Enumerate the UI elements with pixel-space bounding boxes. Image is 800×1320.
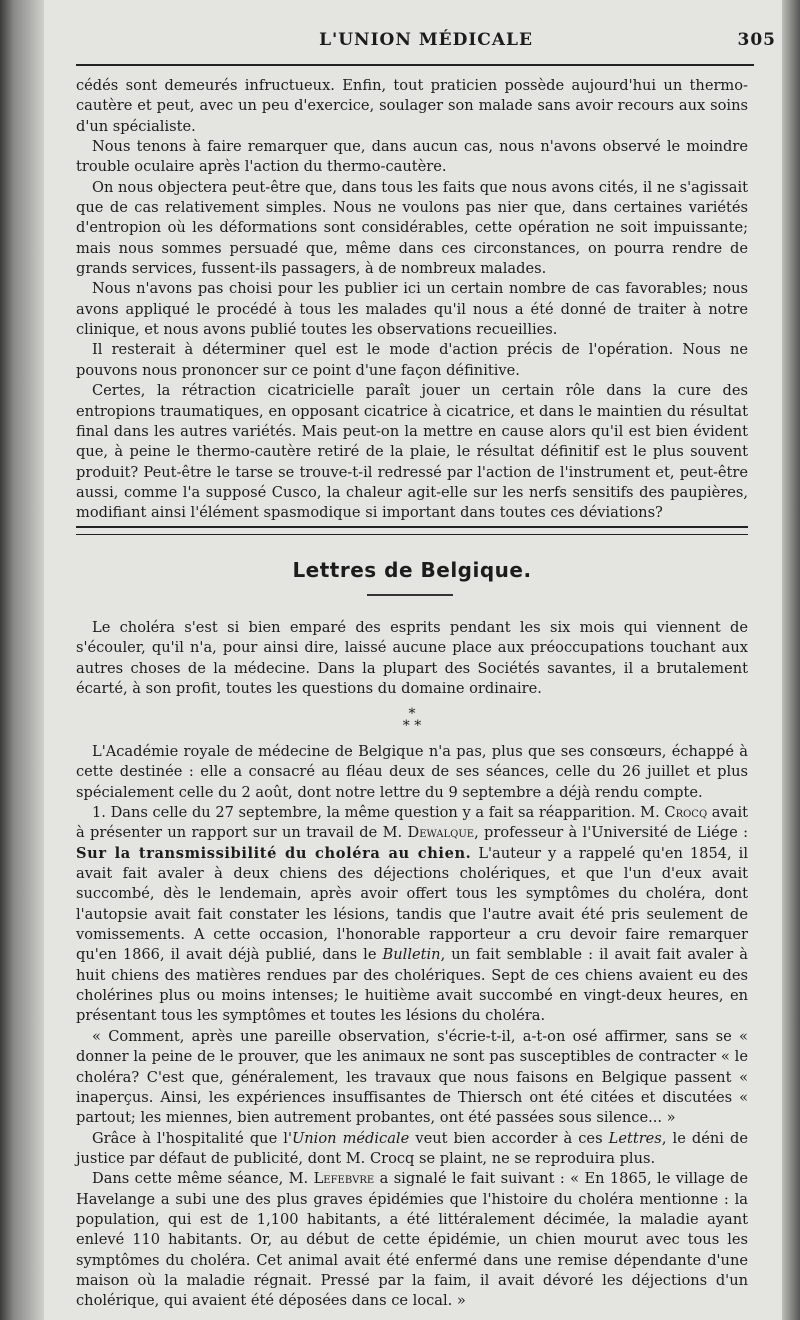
page-number: 305 [737,30,776,50]
paragraph [76,1129,748,1170]
title-underline [367,594,453,596]
text-run: 1. Dans celle du 27 septembre, la même question y a fait sa réapparition. M. [92,804,665,822]
text-run: L'auteur y a rappelé qu'en 1854, il avait fait avaler à deux chiens des déjections cholériques, et que l'un d'eux avait succombé, dès le lendemain, après avoir offert tous les symptômes du choléra, dont l'autopsie avait fait constater les lésions, tandis que l'autre avait été pris seulement de vomissements. A cette occasion, l'honorable rapporteur a cru devoir faire remarquer qu'en 1866, il avait déjà publié, dans le [76,844,748,964]
paragraph: cédés sont demeurés infructueux. Enfin, tout praticien possède aujourd'hui un thermo-cautère et peut, avec un peu d'exercice, soulager son malade sans avoir recours aux soins d'un spécialiste. [76,77,748,135]
section-title: Lettres de Belgique. [292,558,532,582]
quote-paragraph: « Comment, après une pareille observation, s'écrie-t-il, a-t-on osé affirmer, sans se « donner la peine de le prouver, que les animaux ne sont pas susceptibles de contracter « le choléra? C'est que, généralement, les travaux que nous faisons en Belgique passent « inaperçus. Ainsi, les expériences insuffisantes de Thiersch ont été citées et discutées « partout; les miennes, bien autrement probantes, ont été passées sous silence... » [76,1027,748,1127]
paragraph: Nous tenons à faire remarquer que, dans aucun cas, nous n'avons observé le moindre trouble oculaire après l'action du thermo-cautère. [76,138,748,176]
text-run: a signalé le fait suivant : « En 1865, le village de Havelange a subi une des plus graves épidémies que l'histoire du choléra mentionne : la population, qui est de 1,100 habitants, a été littéralement décimée, la maladie ayant enlevé 110 habitants. Or, au début de cette épidémie, un chien mourut avec tous les symptômes du choléra. Cet animal avait été enfermé dans une remise dépendante d'une maison où la maladie régnait. Pressé par la faim, il avait dévoré les déjections d'un cholérique, qui avaient été déposées dans ce local. » [76,1170,749,1310]
lettres-ref: Lettres [608,1129,662,1147]
asterism-bottom: * * [402,718,422,734]
paragraph: Certes, la rétraction cicatricielle paraît jouer un certain rôle dans la cure des entropions traumatiques, en opposant cicatrice à cicatrice, et dans le maintien du résultat final dans les autres variétés. Mais peut-on la mettre en cause alors qu'il est bien évident que, à peine le thermo-cautère retiré de la plaie, le résultat définitif est le plus souvent produit? Peut-être le tarse se trouve-t-il redressé par l'action de l'instrument et, peut-être aussi, comme l'a supposé Cusco, la chaleur agit-elle sur les nerfs sensitifs des paupières, modifiant ainsi l'élément spasmodique si important dans toutes ces déviations? [76,382,748,522]
author-crocq: Crocq [664,804,708,822]
paragraph-transmissibility [76,803,748,1027]
page-edge-shadow [782,0,800,1320]
paragraph: On nous objectera peut-être que, dans tous les faits que nous avons cités, il ne s'agissait que de cas relativement simples. Nous ne voulons pas nier que, dans certaines variétés d'entropion où les déformations sont considérables, cette opération ne soit impuissante; mais nous sommes persuadé que, même dans ces circonstances, on pourra rendre de grands services, fussent-ils passagers, à de nombreux malades. [76,178,748,278]
header-rule [76,64,754,66]
bulletin-ref: Bulletin [382,946,441,964]
journal-ref: Union médicale [291,1129,410,1147]
previous-article-conclusion [76,76,748,524]
intro-paragraph: Le choléra s'est si bien emparé des esprits pendant les six mois qui viennent de s'écouler, qu'il n'a, pour ainsi dire, laissé aucune place aux préoccupations touchant aux autres choses de la médecine. Dans la plupart des Sociétés savantes, il a brutalement écarté, à son profit, toutes les questions du domaine ordinaire. [76,619,748,698]
author-lefebvre: Lefebvre [313,1170,375,1188]
text-run: Dans cette même séance, M. [92,1170,314,1188]
running-head [76,30,776,56]
paragraph: L'Académie royale de médecine de Belgique n'a pas, plus que ses consœurs, échappé à cette destinée : elle a consacré au fléau deux de ses séances, celle du 26 juillet et plus spécialement celle du 2 août, dont notre lettre du 9 septembre a déjà rendu compte. [76,743,748,801]
text-run: Grâce à l'hospitalité que l' [92,1129,292,1147]
paragraph: Nous n'avons pas choisi pour les publier ici un certain nombre de cas favorables; nous avons appliqué le procédé à tous les malades qu'il nous a été donné de traiter à notre clinique, et nous avons publié toutes les observations recueillies. [76,280,748,339]
page-binding-shadow [0,0,44,1320]
section-body [76,742,748,1312]
paper-title: Sur la transmissibilité du choléra au chien. [76,844,472,862]
author-dewalque: Dewalque [407,824,475,842]
section-divider [76,526,748,535]
text-run: veut bien accorder à ces [409,1129,609,1147]
journal-title: L'UNION MÉDICALE [319,30,533,50]
paragraph: Il resterait à déterminer quel est le mode d'action précis de l'opération. Nous ne pouvons nous prononcer sur ce point d'une façon définitive. [76,341,748,379]
section-intro [76,618,748,699]
text-run: , un fait semblable : il avait fait avaler à huit chiens des matières rendues par des cholériques. Sept de ces chiens avaient eu des cholérines plus ou moins intenses; le huitième avait succombé en vingt-deux heures, en présentant tous les symptômes et toutes les lésions du choléra. [76,946,748,1025]
text-run: avait à présenter un rapport sur un travail de M. [76,804,748,842]
text-run: , professeur à l'Université de Liége : [474,824,748,842]
paragraph [76,1169,748,1311]
asterism-top: * [408,706,416,722]
asterism-separator [76,708,748,732]
text-run: , le déni de justice par défaut de publicité, dont M. Crocq se plaint, ne se reproduira plus. [76,1129,748,1167]
